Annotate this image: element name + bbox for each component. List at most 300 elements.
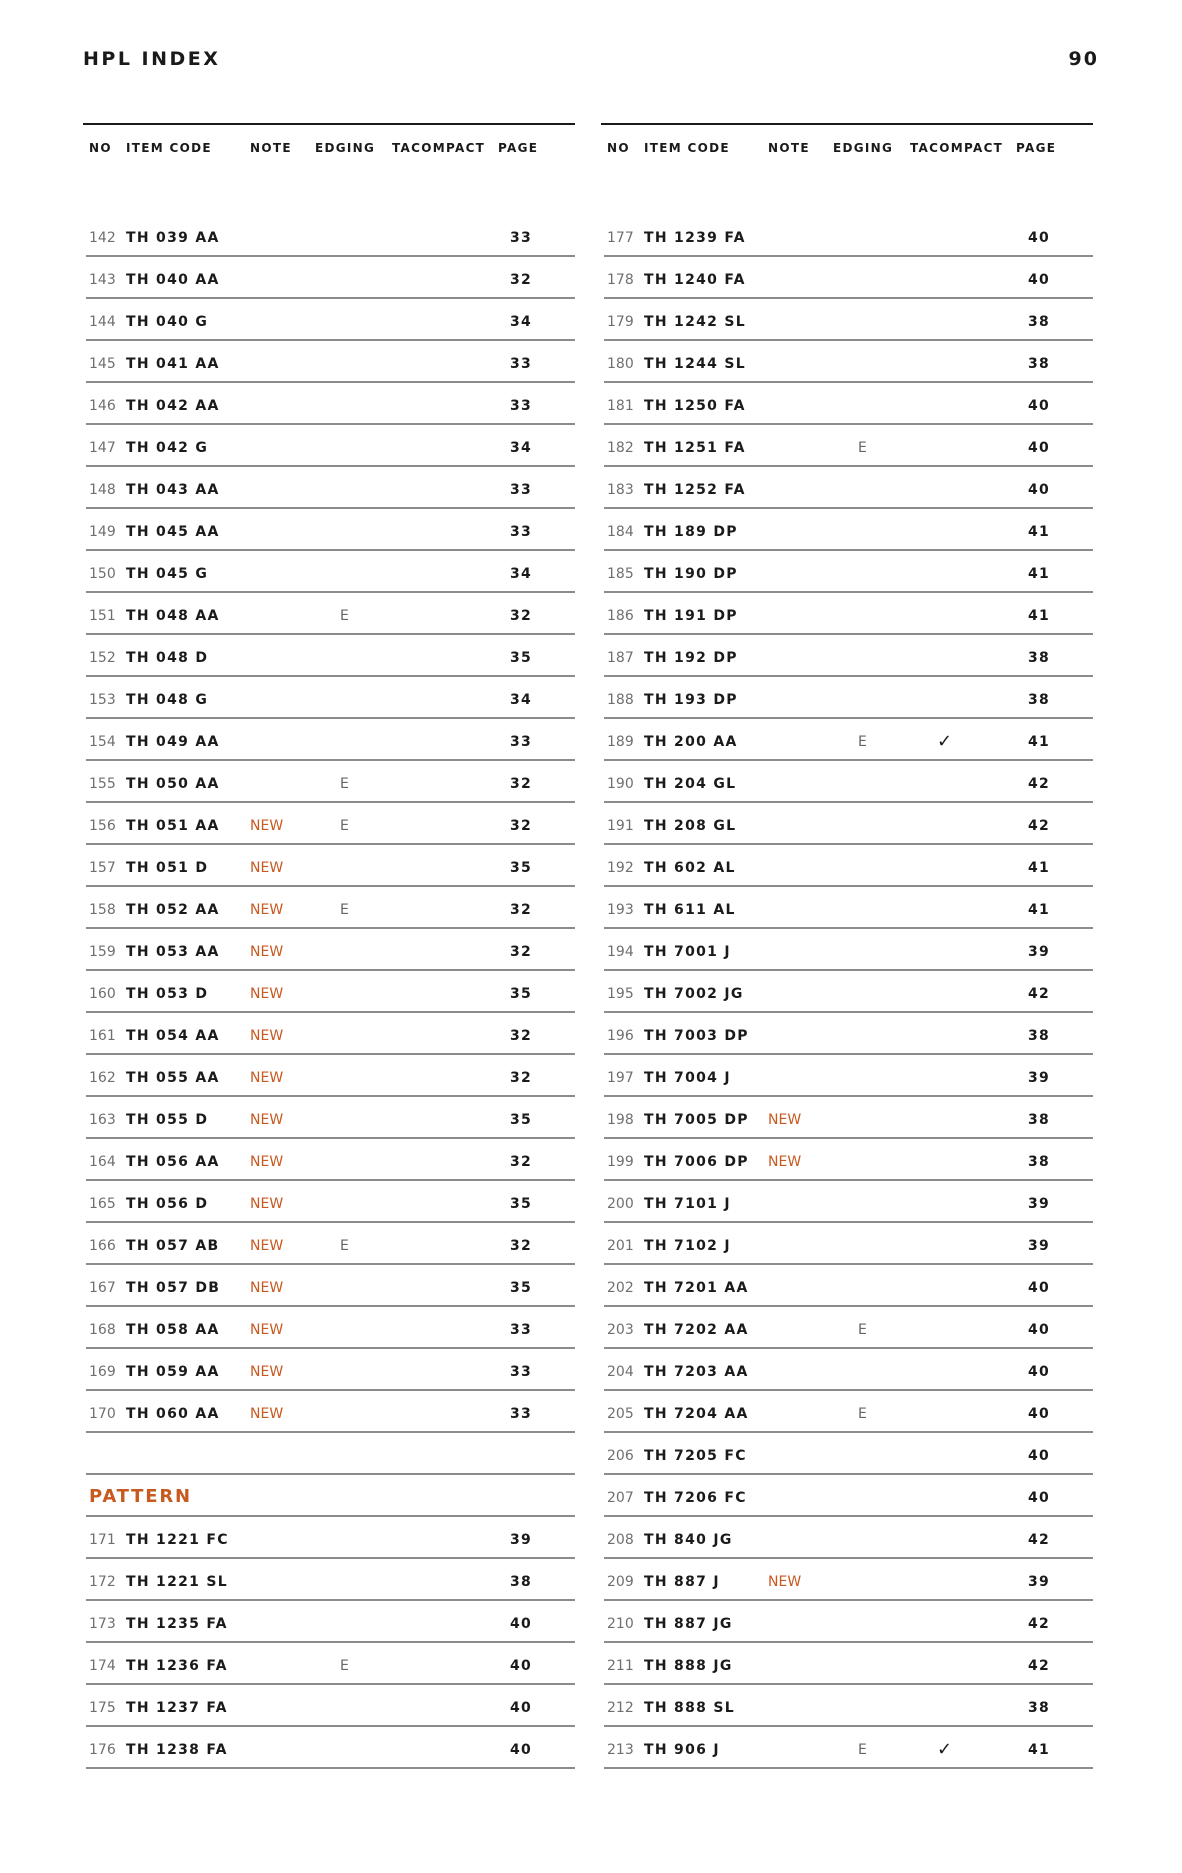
page-ref: 42	[1028, 818, 1050, 834]
table-row	[604, 1223, 1093, 1265]
note-badge: NEW	[250, 1364, 284, 1380]
row-number: 177	[607, 230, 634, 246]
note-badge: NEW	[250, 1112, 284, 1128]
row-number: 158	[89, 902, 116, 918]
page-ref: 34	[510, 566, 532, 582]
table-row	[86, 845, 575, 887]
page-ref: 32	[510, 902, 532, 918]
note-badge: NEW	[250, 986, 284, 1002]
section-heading-row	[86, 1475, 575, 1517]
table-row	[86, 1223, 575, 1265]
table-row	[604, 467, 1093, 509]
row-number: 154	[89, 734, 116, 750]
page-ref: 40	[510, 1616, 532, 1632]
table-row	[604, 803, 1093, 845]
page-ref: 40	[510, 1658, 532, 1674]
table-row	[86, 425, 575, 467]
row-number: 184	[607, 524, 634, 540]
table-row	[604, 1013, 1093, 1055]
item-code: TH 053 D	[126, 986, 209, 1002]
row-number: 192	[607, 860, 634, 876]
row-number: 209	[607, 1574, 634, 1590]
edging-mark: E	[340, 1658, 349, 1674]
table-row	[604, 299, 1093, 341]
row-number: 143	[89, 272, 116, 288]
page-ref: 41	[1028, 902, 1050, 918]
row-number: 179	[607, 314, 634, 330]
table-row	[604, 215, 1093, 257]
item-code: TH 057 AB	[126, 1238, 220, 1254]
table-row	[604, 887, 1093, 929]
item-code: TH 042 G	[126, 440, 209, 456]
table-row	[86, 1097, 575, 1139]
tacompact-check-icon: ✓	[937, 731, 953, 752]
table-row	[604, 593, 1093, 635]
table-row	[86, 929, 575, 971]
row-number: 198	[607, 1112, 634, 1128]
item-code: TH 1221 FC	[126, 1532, 229, 1548]
row-number: 201	[607, 1238, 634, 1254]
page-ref: 42	[1028, 1616, 1050, 1632]
page-ref: 38	[1028, 314, 1050, 330]
table-row	[86, 635, 575, 677]
edging-mark: E	[858, 1742, 867, 1758]
page-ref: 42	[1028, 986, 1050, 1002]
row-number: 161	[89, 1028, 116, 1044]
edging-mark: E	[858, 1322, 867, 1338]
table-row	[86, 1643, 575, 1685]
row-number: 205	[607, 1406, 634, 1422]
row-number: 189	[607, 734, 634, 750]
row-number: 210	[607, 1616, 634, 1632]
edging-mark: E	[340, 776, 349, 792]
row-number: 196	[607, 1028, 634, 1044]
page-ref: 32	[510, 818, 532, 834]
item-code: TH 1251 FA	[644, 440, 746, 456]
item-code: TH 040 G	[126, 314, 209, 330]
table-row	[86, 383, 575, 425]
section-heading: PATTERN	[89, 1486, 192, 1507]
item-code: TH 055 AA	[126, 1070, 220, 1086]
item-code: TH 888 SL	[644, 1700, 735, 1716]
row-number: 183	[607, 482, 634, 498]
note-badge: NEW	[250, 944, 284, 960]
table-row	[604, 1055, 1093, 1097]
row-number: 171	[89, 1532, 116, 1548]
table-row	[86, 887, 575, 929]
table-row	[86, 341, 575, 383]
row-number: 174	[89, 1658, 116, 1674]
row-number: 145	[89, 356, 116, 372]
row-number: 169	[89, 1364, 116, 1380]
item-code: TH 7004 J	[644, 1070, 731, 1086]
item-code: TH 053 AA	[126, 944, 220, 960]
row-number: 207	[607, 1490, 634, 1506]
row-number: 176	[89, 1742, 116, 1758]
blank-row	[86, 1433, 575, 1475]
note-badge: NEW	[250, 1322, 284, 1338]
edging-mark: E	[340, 1238, 349, 1254]
page-ref: 33	[510, 230, 532, 246]
header-page: PAGE	[498, 141, 539, 155]
row-number: 199	[607, 1154, 634, 1170]
table-row	[604, 1517, 1093, 1559]
page-ref: 33	[510, 524, 532, 540]
item-code: TH 041 AA	[126, 356, 220, 372]
item-code: TH 191 DP	[644, 608, 738, 624]
page-ref: 33	[510, 482, 532, 498]
item-code: TH 052 AA	[126, 902, 220, 918]
table-row	[604, 635, 1093, 677]
table-row	[604, 425, 1093, 467]
page-ref: 40	[1028, 398, 1050, 414]
table-header	[83, 123, 575, 215]
item-code: TH 056 AA	[126, 1154, 220, 1170]
table-row	[604, 1559, 1093, 1601]
page-ref: 42	[1028, 776, 1050, 792]
page-ref: 40	[1028, 440, 1050, 456]
row-number: 193	[607, 902, 634, 918]
row-number: 213	[607, 1742, 634, 1758]
item-code: TH 045 G	[126, 566, 209, 582]
page-ref: 40	[1028, 482, 1050, 498]
page-ref: 39	[510, 1532, 532, 1548]
row-number: 178	[607, 272, 634, 288]
row-number: 147	[89, 440, 116, 456]
row-number: 175	[89, 1700, 116, 1716]
page-ref: 42	[1028, 1658, 1050, 1674]
item-code: TH 057 DB	[126, 1280, 221, 1296]
header-tacompact: TACOMPACT	[392, 141, 486, 155]
item-code: TH 189 DP	[644, 524, 738, 540]
page-ref: 34	[510, 692, 532, 708]
row-number: 153	[89, 692, 116, 708]
row-number: 170	[89, 1406, 116, 1422]
row-number: 159	[89, 944, 116, 960]
page-ref: 35	[510, 860, 532, 876]
item-code: TH 7101 J	[644, 1196, 731, 1212]
table-row	[86, 1517, 575, 1559]
item-code: TH 051 D	[126, 860, 209, 876]
item-code: TH 1240 FA	[644, 272, 746, 288]
edging-mark: E	[858, 440, 867, 456]
item-code: TH 1238 FA	[126, 1742, 228, 1758]
item-code: TH 1236 FA	[126, 1658, 228, 1674]
header-item-code: ITEM CODE	[126, 141, 212, 155]
row-number: 149	[89, 524, 116, 540]
page-ref: 35	[510, 1280, 532, 1296]
page-number: 90	[1068, 48, 1099, 70]
tacompact-check-icon: ✓	[937, 1739, 953, 1760]
table-row	[604, 1643, 1093, 1685]
table-row	[604, 1097, 1093, 1139]
header-edging: EDGING	[833, 141, 894, 155]
item-code: TH 193 DP	[644, 692, 738, 708]
item-code: TH 906 J	[644, 1742, 720, 1758]
item-code: TH 1250 FA	[644, 398, 746, 414]
edging-mark: E	[858, 734, 867, 750]
note-badge: NEW	[250, 1196, 284, 1212]
item-code: TH 200 AA	[644, 734, 738, 750]
table-header	[601, 123, 1093, 215]
page-ref: 42	[1028, 1532, 1050, 1548]
table-row	[604, 1685, 1093, 1727]
row-number: 202	[607, 1280, 634, 1296]
page-ref: 41	[1028, 860, 1050, 876]
table-row	[86, 1139, 575, 1181]
page-ref: 40	[1028, 1280, 1050, 1296]
page-ref: 38	[510, 1574, 532, 1590]
table-row	[86, 1559, 575, 1601]
table-row	[86, 803, 575, 845]
table-row	[86, 1349, 575, 1391]
table-row	[604, 719, 1093, 761]
page-ref: 40	[1028, 272, 1050, 288]
table-row	[604, 1391, 1093, 1433]
table-row	[604, 1349, 1093, 1391]
table-row	[86, 677, 575, 719]
table-row	[86, 719, 575, 761]
index-column-right	[601, 123, 1093, 1769]
row-number: 204	[607, 1364, 634, 1380]
item-code: TH 192 DP	[644, 650, 738, 666]
note-badge: NEW	[768, 1154, 802, 1170]
item-code: TH 887 JG	[644, 1616, 733, 1632]
row-number: 212	[607, 1700, 634, 1716]
note-badge: NEW	[768, 1112, 802, 1128]
page-ref: 33	[510, 734, 532, 750]
table-row	[86, 1055, 575, 1097]
page-ref: 35	[510, 1112, 532, 1128]
page-ref: 32	[510, 608, 532, 624]
page-ref: 39	[1028, 944, 1050, 960]
page-ref: 33	[510, 1364, 532, 1380]
item-code: TH 888 JG	[644, 1658, 733, 1674]
page-ref: 32	[510, 1154, 532, 1170]
page-ref: 39	[1028, 1070, 1050, 1086]
page-ref: 41	[1028, 608, 1050, 624]
row-number: 148	[89, 482, 116, 498]
row-number: 200	[607, 1196, 634, 1212]
header-edging: EDGING	[315, 141, 376, 155]
item-code: TH 045 AA	[126, 524, 220, 540]
item-code: TH 043 AA	[126, 482, 220, 498]
edging-mark: E	[340, 902, 349, 918]
header-no: NO	[607, 141, 630, 155]
row-number: 197	[607, 1070, 634, 1086]
row-number: 142	[89, 230, 116, 246]
item-code: TH 887 J	[644, 1574, 720, 1590]
table-row	[86, 971, 575, 1013]
table-row	[86, 1013, 575, 1055]
item-code: TH 048 AA	[126, 608, 220, 624]
item-code: TH 055 D	[126, 1112, 209, 1128]
page-ref: 33	[510, 1322, 532, 1338]
row-number: 206	[607, 1448, 634, 1464]
page-ref: 41	[1028, 524, 1050, 540]
page-ref: 35	[510, 986, 532, 1002]
page-ref: 40	[1028, 230, 1050, 246]
header-page: PAGE	[1016, 141, 1057, 155]
item-code: TH 042 AA	[126, 398, 220, 414]
edging-mark: E	[340, 818, 349, 834]
row-number: 151	[89, 608, 116, 624]
table-row	[604, 257, 1093, 299]
row-number: 156	[89, 818, 116, 834]
page-ref: 32	[510, 776, 532, 792]
page-ref: 33	[510, 1406, 532, 1422]
page-ref: 40	[1028, 1406, 1050, 1422]
row-number: 186	[607, 608, 634, 624]
edging-mark: E	[340, 608, 349, 624]
page-ref: 41	[1028, 734, 1050, 750]
item-code: TH 1235 FA	[126, 1616, 228, 1632]
page-ref: 39	[1028, 1196, 1050, 1212]
row-number: 188	[607, 692, 634, 708]
row-number: 191	[607, 818, 634, 834]
table-body-left	[83, 215, 575, 1769]
row-number: 160	[89, 986, 116, 1002]
note-badge: NEW	[250, 1238, 284, 1254]
header-item-code: ITEM CODE	[644, 141, 730, 155]
table-body-right	[601, 215, 1093, 1769]
table-row	[86, 215, 575, 257]
row-number: 150	[89, 566, 116, 582]
page-ref: 41	[1028, 566, 1050, 582]
item-code: TH 190 DP	[644, 566, 738, 582]
edging-mark: E	[858, 1406, 867, 1422]
row-number: 211	[607, 1658, 634, 1674]
table-row	[86, 1685, 575, 1727]
page-ref: 38	[1028, 356, 1050, 372]
header-note: NOTE	[768, 141, 810, 155]
table-row	[604, 677, 1093, 719]
item-code: TH 7203 AA	[644, 1364, 749, 1380]
page-ref: 35	[510, 1196, 532, 1212]
page-title: HPL INDEX	[83, 48, 221, 70]
table-row	[86, 1307, 575, 1349]
table-row	[86, 761, 575, 803]
page-ref: 38	[1028, 1112, 1050, 1128]
item-code: TH 204 GL	[644, 776, 737, 792]
page-ref: 33	[510, 398, 532, 414]
page-ref: 35	[510, 650, 532, 666]
table-row	[604, 1181, 1093, 1223]
row-number: 208	[607, 1532, 634, 1548]
note-badge: NEW	[250, 818, 284, 834]
table-row	[604, 1475, 1093, 1517]
item-code: TH 1237 FA	[126, 1700, 228, 1716]
item-code: TH 1252 FA	[644, 482, 746, 498]
item-code: TH 049 AA	[126, 734, 220, 750]
table-row	[86, 1601, 575, 1643]
table-row	[604, 1307, 1093, 1349]
item-code: TH 1239 FA	[644, 230, 746, 246]
note-badge: NEW	[250, 1154, 284, 1170]
item-code: TH 048 D	[126, 650, 209, 666]
page-ref: 34	[510, 314, 532, 330]
page-ref: 40	[1028, 1448, 1050, 1464]
item-code: TH 7201 AA	[644, 1280, 749, 1296]
page-ref: 40	[1028, 1490, 1050, 1506]
row-number: 172	[89, 1574, 116, 1590]
item-code: TH 060 AA	[126, 1406, 220, 1422]
item-code: TH 058 AA	[126, 1322, 220, 1338]
table-row	[604, 509, 1093, 551]
page-ref: 40	[1028, 1364, 1050, 1380]
table-row	[604, 1433, 1093, 1475]
item-code: TH 602 AL	[644, 860, 736, 876]
row-number: 203	[607, 1322, 634, 1338]
header-tacompact: TACOMPACT	[910, 141, 1004, 155]
item-code: TH 7102 J	[644, 1238, 731, 1254]
item-code: TH 7001 J	[644, 944, 731, 960]
table-row	[604, 383, 1093, 425]
table-row	[604, 341, 1093, 383]
page-ref: 32	[510, 1028, 532, 1044]
page-ref: 32	[510, 1238, 532, 1254]
note-badge: NEW	[250, 1406, 284, 1422]
page-ref: 40	[1028, 1322, 1050, 1338]
row-number: 187	[607, 650, 634, 666]
row-number: 152	[89, 650, 116, 666]
page-ref: 32	[510, 1070, 532, 1086]
page-ref: 40	[510, 1700, 532, 1716]
row-number: 195	[607, 986, 634, 1002]
table-row	[86, 1727, 575, 1769]
item-code: TH 059 AA	[126, 1364, 220, 1380]
page-header	[83, 48, 1099, 74]
item-code: TH 7002 JG	[644, 986, 744, 1002]
item-code: TH 7206 FC	[644, 1490, 747, 1506]
page-ref: 41	[1028, 1742, 1050, 1758]
item-code: TH 050 AA	[126, 776, 220, 792]
row-number: 157	[89, 860, 116, 876]
index-column-left	[83, 123, 575, 1769]
item-code: TH 054 AA	[126, 1028, 220, 1044]
row-number: 194	[607, 944, 634, 960]
row-number: 185	[607, 566, 634, 582]
row-number: 173	[89, 1616, 116, 1632]
note-badge: NEW	[250, 902, 284, 918]
item-code: TH 048 G	[126, 692, 209, 708]
item-code: TH 1244 SL	[644, 356, 746, 372]
table-row	[604, 1727, 1093, 1769]
item-code: TH 056 D	[126, 1196, 209, 1212]
item-code: TH 7006 DP	[644, 1154, 749, 1170]
table-row	[604, 971, 1093, 1013]
row-number: 146	[89, 398, 116, 414]
table-row	[86, 1391, 575, 1433]
page-ref: 40	[510, 1742, 532, 1758]
item-code: TH 7003 DP	[644, 1028, 749, 1044]
item-code: TH 040 AA	[126, 272, 220, 288]
row-number: 182	[607, 440, 634, 456]
table-row	[86, 467, 575, 509]
item-code: TH 611 AL	[644, 902, 736, 918]
row-number: 181	[607, 398, 634, 414]
note-badge: NEW	[250, 860, 284, 876]
item-code: TH 7202 AA	[644, 1322, 749, 1338]
table-row	[604, 845, 1093, 887]
item-code: TH 7005 DP	[644, 1112, 749, 1128]
table-row	[604, 1601, 1093, 1643]
item-code: TH 1242 SL	[644, 314, 746, 330]
row-number: 190	[607, 776, 634, 792]
table-row	[604, 1139, 1093, 1181]
item-code: TH 1221 SL	[126, 1574, 228, 1590]
table-row	[86, 509, 575, 551]
